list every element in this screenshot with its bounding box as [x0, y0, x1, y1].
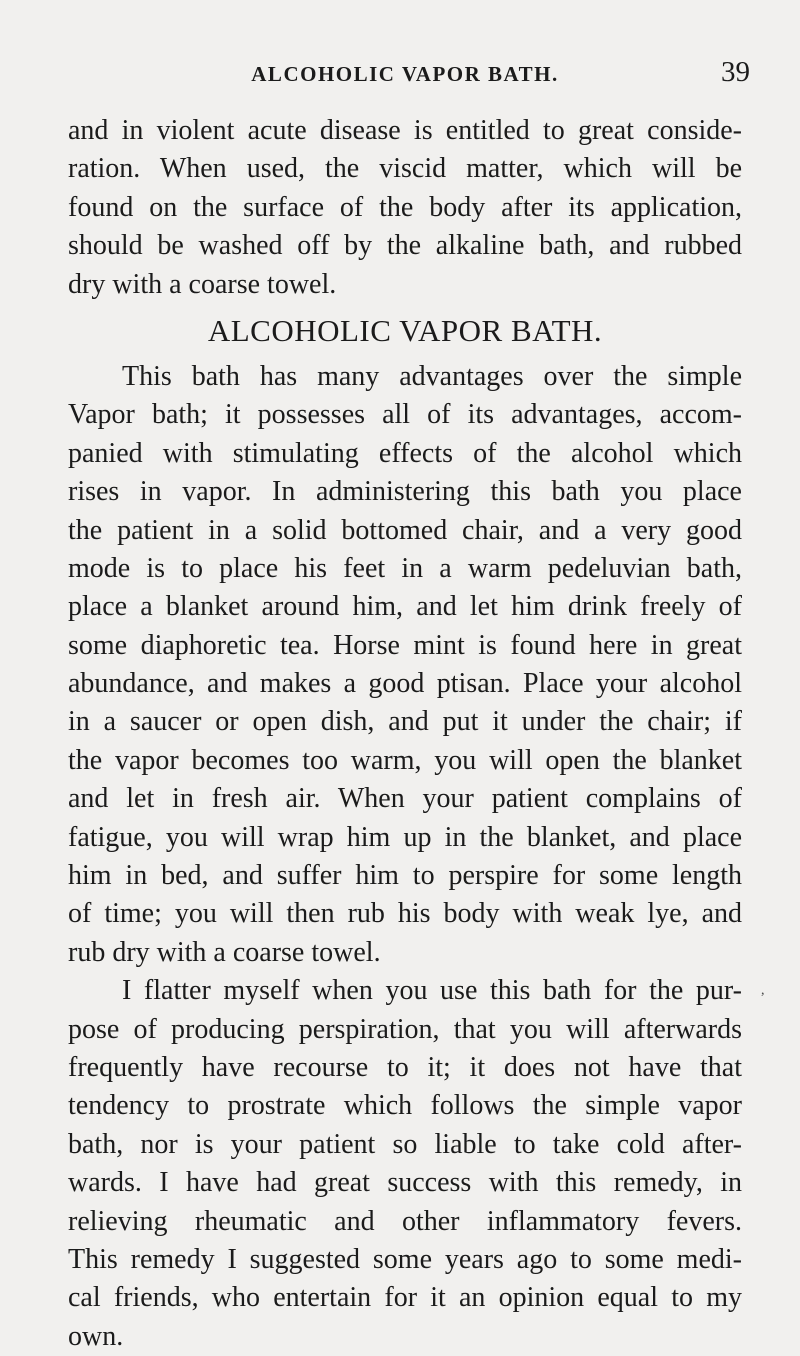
text-line: panied with stimulating effects of the alcohol which	[68, 437, 742, 469]
text-line: should be washed off by the alkaline bath, and rubbed	[68, 230, 742, 262]
section-heading: ALCOHOLIC VAPOR BATH.	[207, 312, 603, 348]
running-head	[60, 56, 750, 96]
body-text	[68, 112, 742, 1356]
text-line: rub dry with a coarse towel.	[68, 936, 381, 968]
page-number: 39	[721, 56, 750, 88]
text-line: bath, nor is your patient so liable to take cold after-	[68, 1128, 742, 1160]
paragraph-3	[68, 972, 742, 1356]
text-line: pose of producing perspiration, that you will afterwards	[68, 1013, 742, 1045]
running-title: ALCOHOLIC VAPOR BATH.	[251, 62, 559, 86]
text-line: tendency to prostrate which follows the simple vapor	[68, 1090, 742, 1122]
text-line: the vapor becomes too warm, you will open the blanket	[68, 744, 742, 776]
text-line: the patient in a solid bottomed chair, and a very good	[68, 514, 742, 546]
text-line: some diaphoretic tea. Horse mint is found here in great	[68, 629, 742, 661]
text-line: rises in vapor. In administering this bath you place	[68, 476, 742, 508]
text-line: in a saucer or open dish, and put it under the chair; if	[68, 706, 742, 738]
text-line: place a blanket around him, and let him drink freely of	[68, 591, 742, 623]
text-line: of time; you will then rub his body with weak lye, and	[68, 898, 742, 930]
text-line: relieving rheumatic and other inflammatory fevers.	[68, 1205, 742, 1237]
text-line: found on the surface of the body after its application,	[68, 191, 742, 223]
text-line: This remedy I suggested some years ago to some medi-	[68, 1243, 742, 1275]
text-line: own.	[68, 1320, 124, 1352]
text-line: and in violent acute disease is entitled to great conside-	[68, 115, 742, 146]
text-line: I flatter myself when you use this bath for the pur-	[122, 975, 742, 1007]
paragraph-1	[68, 112, 742, 304]
paragraph-2	[68, 358, 742, 972]
text-line: fatigue, you will wrap him up in the blanket, and place	[68, 821, 742, 853]
text-line: frequently have recourse to it; it does not have that	[68, 1051, 742, 1083]
text-line: Vapor bath; it possesses all of its advantages, accom-	[68, 399, 742, 431]
text-line: wards. I have had great success with this remedy, in	[68, 1167, 742, 1199]
text-line: and let in fresh air. When your patient complains of	[68, 783, 742, 815]
text-line: dry with a coarse towel.	[68, 268, 337, 300]
text-line: mode is to place his feet in a warm pedeluvian bath,	[68, 552, 742, 584]
text-line: This bath has many advantages over the simple	[122, 360, 742, 392]
text-line: abundance, and makes a good ptisan. Place your alcohol	[68, 668, 742, 700]
margin-mark: ,	[761, 983, 765, 998]
text-line: him in bed, and suffer him to perspire for some length	[68, 860, 742, 892]
text-line: ration. When used, the viscid matter, which will be	[68, 153, 742, 185]
text-line: cal friends, who entertain for it an opinion equal to my	[68, 1282, 742, 1314]
